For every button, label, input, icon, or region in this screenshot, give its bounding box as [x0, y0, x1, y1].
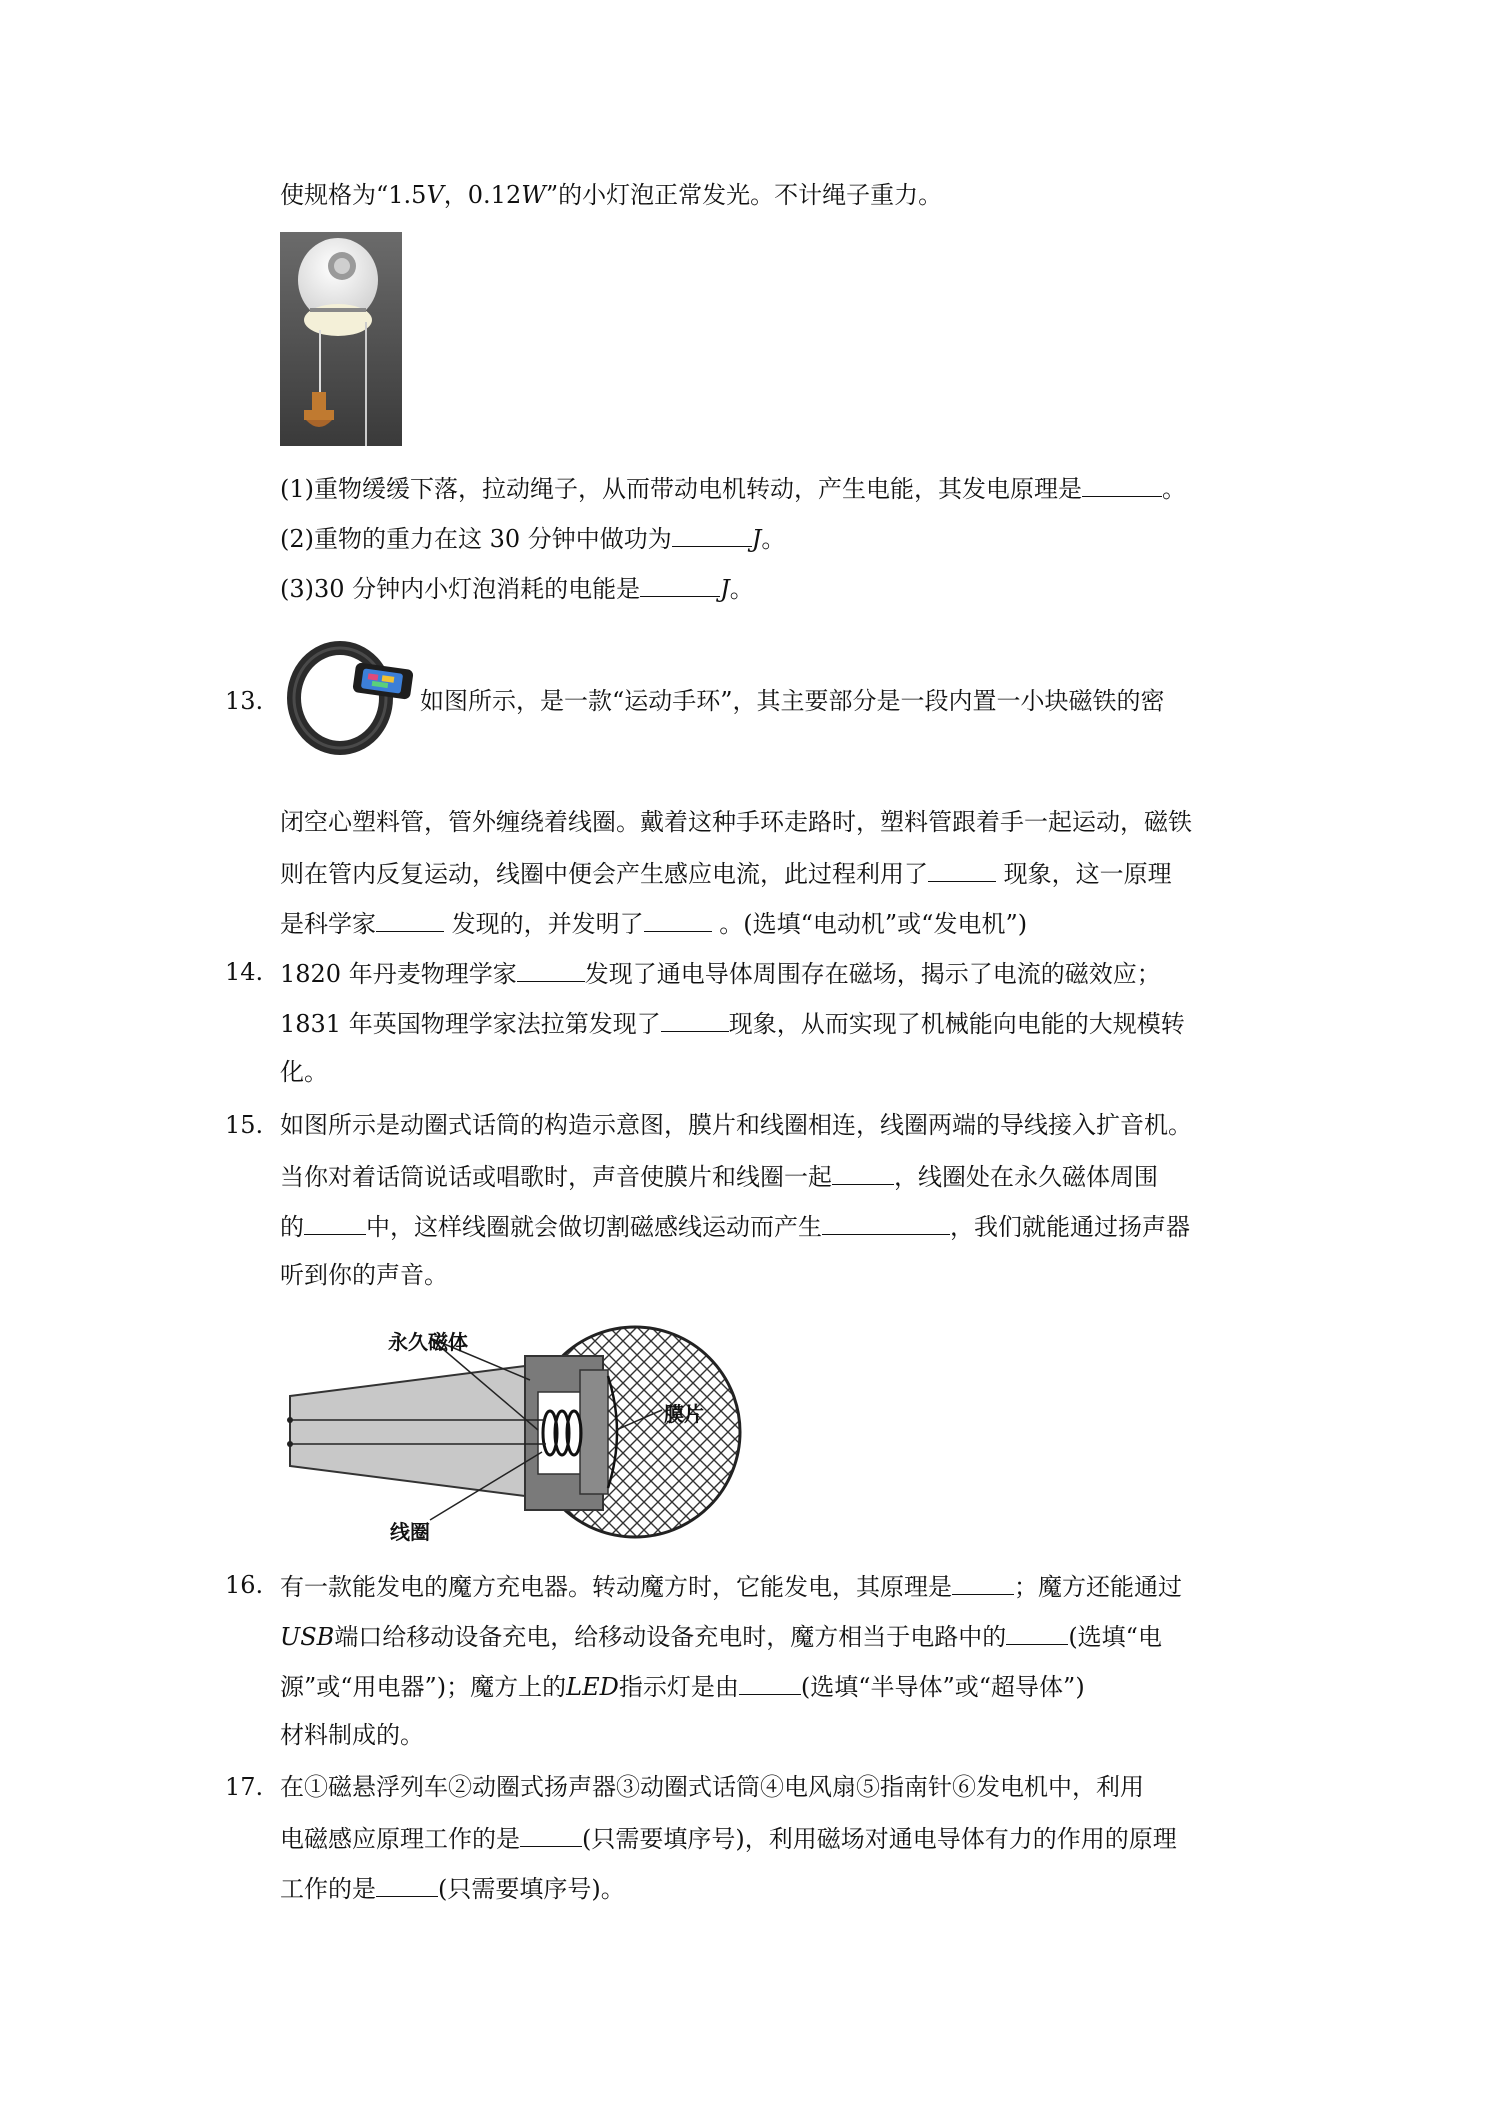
q16-line3: 源”或“用电器”)；魔方上的LED指示灯是由 (选填“半导体”或“超导体”): [280, 1668, 1085, 1704]
q14-number: 14.: [225, 958, 264, 986]
q17-line2: 电磁感应原理工作的是 (只需要填序号)，利用磁场对通电导体有力的作用的原理: [280, 1820, 1177, 1856]
label-diaphragm: 膜片: [664, 1402, 704, 1426]
q13-line1: 如图所示，是一款“运动手环”，其主要部分是一段内置一小块磁铁的密: [420, 687, 1165, 715]
q16-line1: 有一款能发电的魔方充电器。转动魔方时，它能发电，其原理是 ；魔方还能通过: [280, 1568, 1182, 1604]
q16-number: 16.: [225, 1571, 264, 1599]
q15-line4: 听到你的声音。: [280, 1261, 448, 1289]
q15-line2: 当你对着话筒说话或唱歌时，声音使膜片和线圈一起 ，线圈处在永久磁体周围: [280, 1158, 1158, 1194]
answer-blank[interactable]: [739, 1668, 801, 1695]
label-coil: 线圈: [390, 1520, 430, 1544]
answer-blank[interactable]: [1082, 470, 1162, 497]
answer-blank[interactable]: [376, 1870, 438, 1897]
q12-sub3: (3)30 分钟内小灯泡消耗的电能是 J。: [280, 570, 754, 606]
q12-sub2: (2)重物的重力在这 30 分钟中做功为 J。: [280, 520, 785, 556]
generator-device-photo: [280, 232, 402, 446]
q13-line4: 是科学家 发现的，并发明了 。(选填“电动机”或“发电机”): [280, 905, 1027, 941]
answer-blank[interactable]: [304, 1208, 366, 1235]
q13-line3: 则在管内反复运动，线圈中便会产生感应电流，此过程利用了 现象，这一原理: [280, 855, 1172, 891]
q13-number: 13.: [225, 687, 264, 715]
fitness-band-photo: [284, 636, 420, 756]
q17-line1: 在①磁悬浮列车②动圈式扬声器③动圈式话筒④电风扇⑤指南针⑥发电机中，利用: [280, 1773, 1144, 1801]
answer-blank[interactable]: [952, 1568, 1014, 1595]
answer-blank[interactable]: [928, 855, 996, 882]
q16-line2: USB端口给移动设备充电，给移动设备充电时，魔方相当于电路中的 (选填“电: [280, 1618, 1162, 1654]
answer-blank[interactable]: [376, 905, 444, 932]
answer-blank[interactable]: [517, 955, 585, 982]
q12-intro-line: 使规格为“1.5V，0.12W”的小灯泡正常发光。不计绳子重力。: [280, 181, 943, 209]
q17-line3: 工作的是 (只需要填序号)。: [280, 1870, 625, 1906]
answer-blank[interactable]: [661, 1005, 729, 1032]
answer-blank[interactable]: [520, 1820, 582, 1847]
q15-number: 15.: [225, 1111, 264, 1139]
q17-number: 17.: [225, 1773, 264, 1801]
q15-line1: 如图所示是动圈式话筒的构造示意图，膜片和线圈相连，线圈两端的导线接入扩音机。: [280, 1111, 1192, 1139]
answer-blank[interactable]: [822, 1208, 950, 1235]
answer-blank[interactable]: [640, 570, 720, 597]
q16-line4: 材料制成的。: [280, 1721, 424, 1749]
q13-line2: 闭空心塑料管，管外缠绕着线圈。戴着这种手环走路时，塑料管跟着手一起运动，磁铁: [280, 808, 1192, 836]
answer-blank[interactable]: [644, 905, 712, 932]
q12-sub1: (1)重物缓缓下落，拉动绳子，从而带动电机转动，产生电能，其发电原理是 。: [280, 470, 1186, 506]
answer-blank[interactable]: [1006, 1618, 1068, 1645]
q14-line2: 1831 年英国物理学家法拉第发现了 现象，从而实现了机械能向电能的大规模转: [280, 1005, 1185, 1041]
answer-blank[interactable]: [832, 1158, 894, 1185]
q14-line3: 化。: [280, 1058, 328, 1086]
answer-blank[interactable]: [672, 520, 752, 547]
q15-line3: 的 中，这样线圈就会做切割磁感线运动而产生 ，我们就能通过扬声器: [280, 1208, 1190, 1244]
label-permanent-magnet: 永久磁体: [388, 1330, 468, 1354]
q14-line1: 1820 年丹麦物理学家 发现了通电导体周围存在磁场，揭示了电流的磁效应；: [280, 955, 1161, 991]
microphone-diagram: [280, 1320, 760, 1550]
